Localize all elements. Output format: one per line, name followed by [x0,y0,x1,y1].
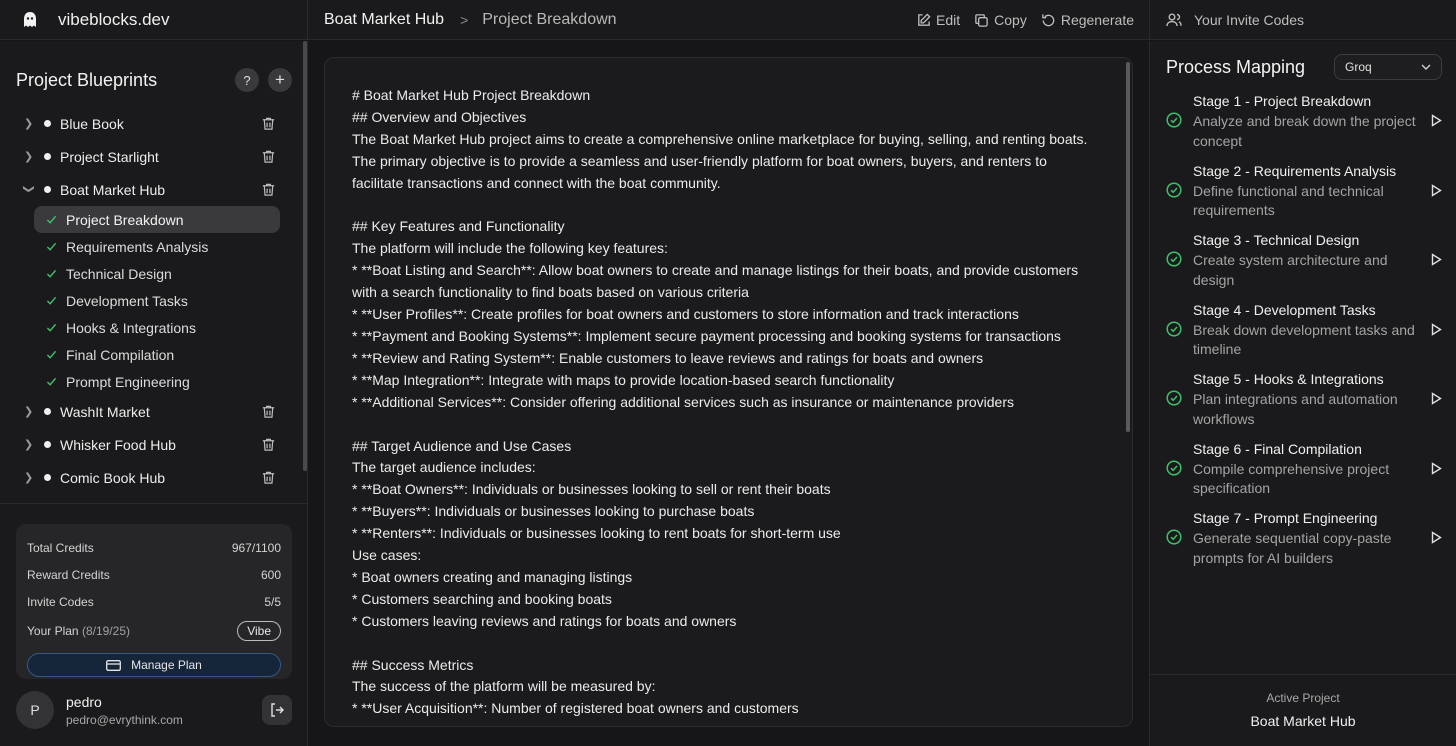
step-title: Stage 6 - Final Compilation [1193,440,1362,457]
brand[interactable] [0,0,308,40]
step-title: Stage 1 - Project Breakdown [1193,93,1372,109]
play-icon[interactable] [1431,253,1442,266]
ghost-logo-icon [20,10,40,30]
edit-label: Edit [936,12,961,28]
sidebar-title: Project Blueprints [16,69,158,90]
process-step[interactable] [1166,510,1442,580]
edit-button[interactable] [916,12,960,28]
plan-date: (8/19/25) [81,623,130,638]
edit-icon [916,13,931,28]
project-name: WashIt Market [60,403,150,420]
stage-item[interactable] [0,341,288,368]
step-title: Stage 2 - Requirements Analysis [1193,162,1397,179]
check-icon [46,241,57,252]
step-description: Create system architecture and design [1193,252,1388,288]
copy-icon [974,13,989,28]
step-title: Stage 4 - Development Tasks [1193,301,1376,318]
bullet-icon [44,474,51,481]
stage-item[interactable] [0,233,288,260]
check-icon [46,322,57,333]
trash-icon[interactable] [261,116,276,131]
trash-icon[interactable] [261,470,276,485]
stage-label: Prompt Engineering [66,373,190,390]
stage-label: Development Tasks [66,292,188,309]
process-steps [1166,93,1442,580]
model-select-value: Groq [1345,60,1372,74]
user-email: pedro@evrythink.com [66,712,183,727]
add-project-button[interactable]: + [268,68,292,92]
help-button[interactable]: ? [235,68,259,92]
bullet-icon [44,441,51,448]
process-step[interactable] [1166,302,1442,372]
reward-credits-row [27,561,281,588]
document-scrollbar[interactable] [1126,62,1130,432]
chevron-down-icon[interactable]: ❯ [22,184,35,194]
active-project-name: Boat Market Hub [1250,713,1356,729]
active-project-label: Active Project [1266,691,1340,705]
stage-item-active[interactable] [34,206,280,233]
project-item-active[interactable] [0,173,300,206]
check-icon [46,268,57,279]
play-icon[interactable] [1431,392,1442,405]
copy-button[interactable] [974,12,1027,28]
breadcrumb-separator: > [460,12,469,28]
check-circle-icon [1166,251,1182,267]
total-credits-label: Total Credits [27,540,94,555]
check-icon [46,349,57,360]
user-profile [16,690,292,730]
logout-button[interactable] [262,695,292,725]
stage-label: Requirements Analysis [66,238,209,255]
check-icon [46,214,57,225]
stage-label: Project Breakdown [66,211,184,228]
stage-item[interactable] [0,314,288,341]
users-icon [1166,12,1182,28]
chevron-down-icon [1421,64,1431,70]
play-icon[interactable] [1431,531,1442,544]
check-circle-icon [1166,529,1182,545]
invite-codes-row [27,588,281,615]
project-item[interactable] [0,140,300,173]
invite-codes-link[interactable] [1149,0,1456,40]
plan-row [27,615,281,646]
credit-card-icon [106,660,121,671]
total-credits-row [27,534,281,561]
breadcrumb-page: Project Breakdown [482,11,617,28]
project-tree [0,107,300,507]
project-item[interactable] [0,395,300,428]
process-title: Process Mapping [1166,56,1306,77]
process-step[interactable] [1166,232,1442,302]
toolbar-actions [916,0,1134,40]
play-icon[interactable] [1431,323,1442,336]
stage-label: Hooks & Integrations [66,319,196,336]
document-viewer[interactable] [324,57,1133,727]
check-circle-icon [1166,390,1182,406]
step-description: Define functional and technical requirements [1193,182,1384,218]
process-panel [1149,41,1456,746]
step-title: Stage 3 - Technical Design [1193,232,1360,248]
reward-credits-label: Reward Credits [27,567,110,582]
step-title: Stage 7 - Prompt Engineering [1193,510,1378,526]
project-name: Whisker Food Hub [60,436,176,453]
logout-icon [269,702,285,718]
trash-icon[interactable] [261,437,276,452]
invite-codes-count-label: Invite Codes [27,594,94,609]
invite-codes-label: Your Invite Codes [1194,12,1304,28]
bullet-icon [44,120,51,127]
app-name: vibeblocks.dev [58,10,170,29]
sidebar-scrollbar[interactable] [303,41,307,471]
avatar[interactable]: P [16,691,54,729]
trash-icon[interactable] [261,182,276,197]
project-name: Project Starlight [60,148,159,165]
project-name: Boat Market Hub [60,181,166,198]
project-name: Comic Book Hub [60,469,166,486]
model-select[interactable] [1334,54,1442,80]
chevron-right-icon[interactable]: ❯ [24,439,34,451]
total-credits-value: 967/1100 [231,540,281,555]
stage-item[interactable] [0,368,288,395]
active-project-footer [1150,674,1456,746]
play-icon[interactable] [1431,184,1442,197]
play-icon[interactable] [1431,114,1442,127]
check-circle-icon [1166,182,1182,198]
process-header [1166,53,1442,81]
trash-icon[interactable] [261,149,276,164]
step-description: Generate sequential copy-paste prompts for AI builders [1193,530,1392,566]
process-step[interactable] [1166,163,1442,233]
refresh-icon [1041,13,1056,28]
breadcrumb [324,0,617,40]
document-content[interactable]: # Boat Market Hub Project Breakdown ## Overview and Objectives The Boat Market Hub project aims to create a comprehensive online marketplace for buying, selling, and renting boats. The primary objective is to provide a seamless and user-friendly platform for boat owners, buyers, and renters to facilitate transactions and connect with the boat community. ## Key Features and Functionality The platform will include the following key features: * **Boat Listing and Search**: Allow boat owners to create and manage listings for their boats, and provide customers with a search functionality to find boats based on various criteria * **User Profiles**: Create profiles for boat owners and customers to store information and track interactions * **Payment and Booking Systems**: Implement secure payment processing and booking systems for transactions * **Review and Rating System**: Enable customers to leave reviews and ratings for boats and owners * **Map Integration**: Integrate with maps to provide location-based search functionality * **Additional Services**: Consider offering additional services such as insurance or maintenance providers ## Target Audience and Use Cases The target audience includes: * **Boat Owners**: Individuals or businesses looking to sell or rent their boats * **Buyers**: Individuals or businesses looking to purchase boats * **Renters**: Individuals or businesses looking to rent boats for short-term use Use cases: * Boat owners creating and managing listings * Customers searching and booking boats * Customers leaving reviews and ratings for boats and owners ## Success Metrics The success of the platform will be measured by: * **User Acquisition**: Number of registered boat owners and customers [352,87,1088,717]
chevron-right-icon[interactable]: ❯ [24,472,34,484]
process-step[interactable] [1166,371,1442,441]
process-step[interactable] [1166,441,1442,511]
plan-label: Your Plan [27,623,79,638]
project-item[interactable] [0,107,300,140]
project-item[interactable] [0,461,300,494]
manage-plan-label: Manage Plan [131,658,202,672]
user-info [66,694,183,727]
reward-credits-value: 600 [260,567,281,582]
check-circle-icon [1166,321,1182,337]
sidebar-header [16,65,292,95]
manage-plan-button[interactable] [27,653,281,677]
main-panel [308,41,1149,746]
step-description: Analyze and break down the project concept [1193,113,1416,149]
check-circle-icon [1166,460,1182,476]
chevron-right-icon[interactable]: ❯ [24,151,34,163]
play-icon[interactable] [1431,462,1442,475]
step-description: Break down development tasks and timeline [1193,321,1415,357]
chevron-right-icon[interactable]: ❯ [24,406,34,418]
project-item[interactable] [0,428,300,461]
sidebar-footer [0,503,307,746]
regenerate-label: Regenerate [1060,12,1134,28]
trash-icon[interactable] [261,404,276,419]
bullet-icon [44,186,51,193]
stage-label: Technical Design [66,265,172,282]
user-name: pedro [66,693,102,710]
plan-label-group [27,624,130,638]
breadcrumb-project[interactable]: Boat Market Hub [324,11,445,28]
check-icon [46,295,57,306]
sidebar [0,41,308,746]
regenerate-button[interactable] [1041,12,1134,28]
step-title: Stage 5 - Hooks & Integrations [1193,371,1384,387]
stage-label: Final Compilation [66,346,175,363]
bullet-icon [44,153,51,160]
credits-card [16,524,292,679]
invite-codes-count-value: 5/5 [264,594,281,609]
step-description: Plan integrations and automation workflows [1193,391,1398,427]
step-description: Compile comprehensive project specification [1193,460,1390,496]
copy-label: Copy [994,12,1027,28]
stage-item[interactable] [0,287,288,314]
process-step[interactable] [1166,93,1442,163]
bullet-icon [44,408,51,415]
check-icon [46,376,57,387]
top-bar [0,0,1456,40]
check-circle-icon [1166,112,1182,128]
plan-badge: Vibe [237,621,281,641]
chevron-right-icon[interactable]: ❯ [24,118,34,130]
project-name: Blue Book [60,115,124,132]
stage-item[interactable] [0,260,288,287]
